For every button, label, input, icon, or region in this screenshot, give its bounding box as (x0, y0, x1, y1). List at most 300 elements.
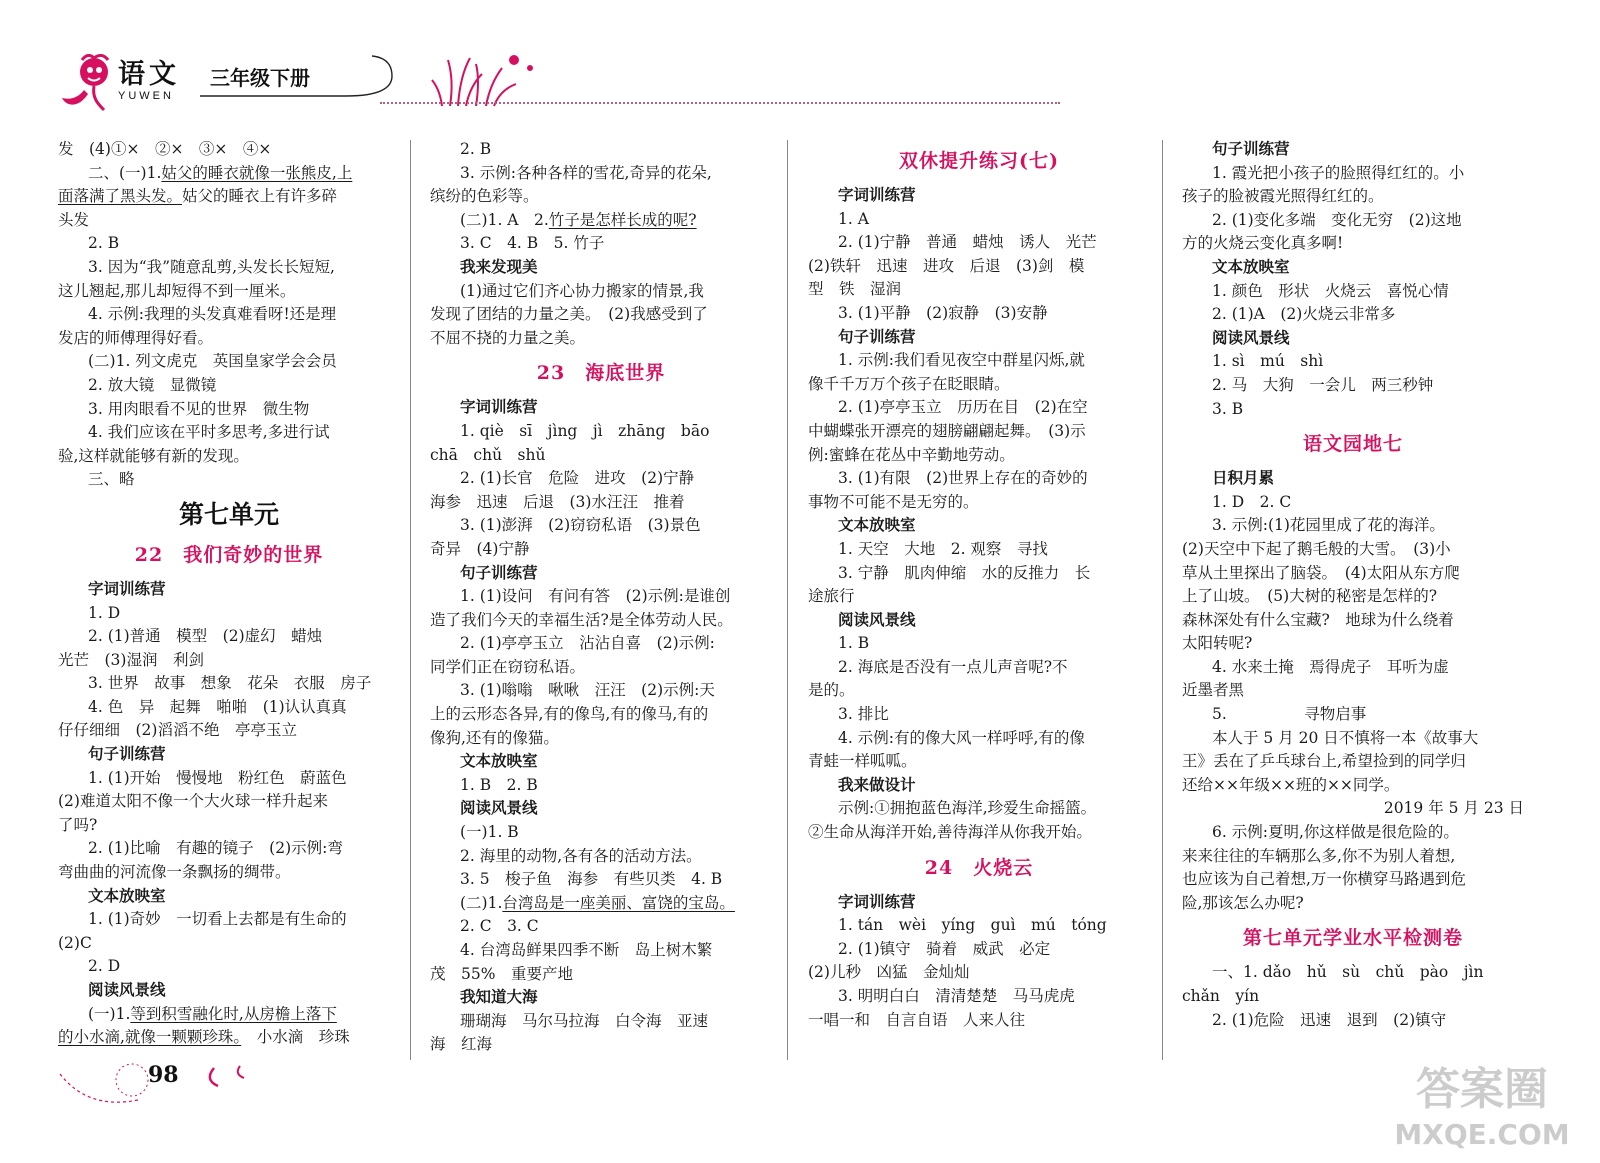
answer-text: 双休提升练习(七) (899, 150, 1059, 172)
answer-text: 1. D (88, 603, 121, 622)
answer-line (808, 396, 1150, 420)
answer-line (1182, 1009, 1524, 1033)
answer-text: 句子训练营 (88, 746, 166, 764)
answer-text: 森林深处有什么宝藏? 地球为什么绕着 (1182, 610, 1454, 629)
answer-line (808, 255, 1150, 279)
answer-line (808, 349, 1150, 373)
answer-text: 例:蜜蜂在花丛中辛勤地劳动。 (808, 445, 1015, 464)
answer-line (808, 679, 1150, 703)
answer-text: 3. 因为“我”随意乱剪,头发长长短短, (88, 257, 335, 276)
answer-line (58, 421, 400, 445)
answer-line (1182, 821, 1524, 845)
subsection-heading (808, 891, 1150, 915)
subsection-heading (58, 885, 400, 909)
answer-column-2 (430, 138, 772, 1057)
answer-line (430, 1033, 772, 1057)
answer-text: 文本放映室 (460, 753, 538, 771)
answer-line (430, 963, 772, 987)
subsection-heading (1182, 256, 1524, 280)
answer-text: 中蝴蝶张开漂亮的翅膀翩翩起舞。 (3)示 (808, 421, 1086, 440)
answer-text: 来来往往的车辆那么多,你不为别人着想, (1182, 846, 1456, 865)
answer-text: (1)通过它们齐心协力搬家的情景,我 (460, 281, 704, 300)
answer-text: chǎn yín (1182, 987, 1260, 1005)
answer-line (808, 961, 1150, 985)
answer-line (430, 703, 772, 727)
answer-line (808, 750, 1150, 774)
subsection-heading (430, 562, 772, 586)
answer-line (808, 585, 1150, 609)
subsection-heading (430, 750, 772, 774)
answer-line (1182, 162, 1524, 186)
answer-text: 句子训练营 (838, 328, 916, 346)
section-title (430, 358, 772, 388)
answer-line (1182, 679, 1524, 703)
answer-text: 4. 示例:有的像大风一样呼呼,有的像 (838, 728, 1085, 747)
answer-line (58, 209, 400, 233)
subsection-heading (808, 184, 1150, 208)
answer-line (808, 985, 1150, 1009)
answer-column-3 (808, 138, 1150, 1032)
section-title (1182, 429, 1524, 459)
answer-line (58, 1026, 400, 1050)
answer-text: 6. 示例:夏明,你这样做是很危险的。 (1212, 823, 1459, 842)
answer-line (1182, 209, 1524, 233)
answer-line (1182, 232, 1524, 256)
answer-text: 1. (1)奇妙 一切看上去都是有生命的 (88, 910, 347, 929)
answer-text: 草从土里探出了脑袋。 (4)太阳从东方爬 (1182, 563, 1460, 582)
answer-line (58, 908, 400, 932)
grass-decoration-icon (430, 50, 550, 108)
answer-text: 1. 天空 大地 2. 观察 寻找 (838, 539, 1048, 558)
answer-text: 光芒 (3)湿润 利剑 (58, 650, 204, 669)
answer-line (808, 821, 1150, 845)
answer-line (58, 162, 400, 186)
answer-text: 2. B (460, 140, 492, 158)
answer-text: 头发 (58, 210, 90, 229)
answer-text: 2. (1)危险 迅速 退到 (2)镇守 (1212, 1010, 1447, 1029)
underlined-answer: 面落满了黑头发。 (58, 187, 183, 206)
answer-text: 3. 示例:(1)花园里成了花的海洋。 (1212, 516, 1445, 535)
grade-label: 三年级下册 (210, 66, 310, 90)
subsection-heading (430, 396, 772, 420)
answer-text: 一唱一和 自言自语 人来人往 (808, 1010, 1026, 1029)
answer-text: 也应该为自己着想,万一你横穿马路遇到危 (1182, 870, 1466, 889)
answer-text: 1. tán wèi yíng guì mú tóng (838, 916, 1107, 935)
answer-line (808, 632, 1150, 656)
subsection-heading (58, 578, 400, 602)
unit-title (58, 498, 400, 532)
answer-line (430, 467, 772, 491)
answer-text: 不屈不挠的力量之美。 (430, 328, 586, 347)
answer-text: 青蛙一样呱呱。 (808, 752, 917, 771)
answer-line (1182, 774, 1524, 798)
subsection-heading (430, 256, 772, 280)
answer-column-1 (58, 138, 400, 1050)
answer-text: chā chǔ shǔ (430, 445, 546, 464)
answer-line (1182, 632, 1524, 656)
answer-text: 像千千万万个孩子在眨眼睛。 (808, 374, 1010, 393)
answer-line (58, 138, 400, 162)
answer-text: 三、略 (88, 470, 135, 489)
answer-line (1182, 750, 1524, 774)
answer-text: 2. (1)宁静 普通 蜡烛 诱人 光芒 (838, 233, 1097, 252)
subsection-heading (1182, 327, 1524, 351)
page-header (50, 50, 1060, 112)
answer-line (58, 602, 400, 626)
answer-line (58, 374, 400, 398)
subsection-heading (430, 986, 772, 1010)
answer-line (808, 727, 1150, 751)
answer-line (430, 209, 772, 233)
answer-line (58, 350, 400, 374)
answer-line (430, 138, 772, 162)
subsection-heading (430, 797, 772, 821)
header-dotted-rule (380, 102, 1060, 104)
answer-line (430, 327, 772, 351)
answer-text: 姑父的睡衣上有许多碎 (182, 187, 338, 206)
answer-text: 了吗? (58, 815, 98, 834)
answer-text: 23 海底世界 (536, 362, 666, 385)
underlined-answer: 姑父的睡衣就像一张熊皮,上 (161, 163, 353, 182)
subsection-heading (808, 609, 1150, 633)
answer-line (430, 774, 772, 798)
answer-text: 3. (1)澎湃 (2)窃窃私语 (3)景色 (460, 516, 701, 535)
answer-line (808, 208, 1150, 232)
answer-line (1182, 868, 1524, 892)
answer-line (808, 1009, 1150, 1033)
answer-line (58, 232, 400, 256)
answer-text: (2)C (58, 933, 92, 952)
subject-pinyin: YUWEN (118, 90, 174, 102)
answer-line (1182, 892, 1524, 916)
answer-text: 我来发现美 (460, 258, 538, 276)
answer-line (1182, 609, 1524, 633)
answer-line (808, 278, 1150, 302)
answer-line (808, 538, 1150, 562)
answer-line (430, 420, 772, 444)
answer-line (58, 256, 400, 280)
answer-text: 1. 霞光把小孩子的脸照得红红的。小 (1212, 163, 1465, 182)
answer-text: 我知道大海 (460, 989, 538, 1007)
column-divider (787, 140, 788, 1060)
answer-text: 1. sì mú shì (1212, 352, 1324, 371)
answer-text: 本人于 5 月 20 日不慎将一本《故事大 (1212, 728, 1479, 747)
subsection-heading (58, 979, 400, 1003)
answer-text: 2. (1)长官 危险 进攻 (2)宁静 (460, 469, 695, 488)
answer-text: 发现了团结的力量之美。 (2)我感受到了 (430, 305, 708, 324)
answer-line (808, 703, 1150, 727)
answer-text: 方的火烧云变化真多啊! (1182, 234, 1344, 253)
answer-text: 22 我们奇妙的世界 (134, 543, 324, 566)
page-number: 98 (148, 1062, 179, 1088)
answer-text: 险,那该怎么办呢? (1182, 893, 1304, 912)
answer-text: 2. (1)镇守 骑着 威武 必定 (838, 939, 1051, 958)
answer-line (808, 231, 1150, 255)
answer-line (58, 861, 400, 885)
answer-line (58, 696, 400, 720)
answer-line (430, 162, 772, 186)
answer-line (1182, 350, 1524, 374)
answer-text: 太阳转呢? (1182, 634, 1253, 653)
answer-line (58, 445, 400, 469)
answer-line (1182, 797, 1524, 821)
answer-text: 小水滴 珍珠 (241, 1028, 350, 1047)
answer-line (58, 303, 400, 327)
answer-line (58, 955, 400, 979)
answer-text: 海参 迅速 后退 (3)水汪汪 推着 (430, 492, 685, 511)
answer-text: 像狗,还有的像猫。 (430, 728, 559, 747)
answer-line (430, 679, 772, 703)
cartoon-flower-logo-icon (58, 54, 118, 112)
answer-line (58, 468, 400, 492)
answer-line (430, 185, 772, 209)
answer-line (1182, 703, 1524, 727)
answer-line (1182, 562, 1524, 586)
answer-text: 近墨者黑 (1182, 681, 1245, 700)
answer-text: 这儿翘起,那儿却短得不到一厘米。 (58, 281, 296, 300)
answer-text: 5. 寻物启事 (1212, 705, 1367, 724)
subsection-heading (808, 326, 1150, 350)
answer-line (808, 797, 1150, 821)
underlined-answer: 的小水滴,就像一颗颗珍珠。 (58, 1028, 242, 1047)
answer-text: 事物不可能不是无穷的。 (808, 492, 979, 511)
answer-text: 途旅行 (808, 587, 855, 606)
answer-text: 3. 明明白白 清清楚楚 马马虎虎 (838, 987, 1075, 1005)
answer-line (1182, 280, 1524, 304)
answer-text: 4. 台湾岛鲜果四季不断 岛上树木繁 (460, 941, 713, 959)
answer-text: 句子训练营 (1212, 141, 1290, 158)
answer-text: 发店的师傅理得好看。 (58, 328, 214, 347)
answer-line (808, 656, 1150, 680)
answer-text: 二、(一)1. (88, 163, 162, 182)
answer-text: 珊瑚海 马尔马拉海 白令海 亚速 (460, 1011, 709, 1030)
answer-line (430, 656, 772, 680)
answer-line (430, 1010, 772, 1034)
answer-text: 茂 55% 重要产地 (430, 964, 573, 983)
answer-line (808, 467, 1150, 491)
answer-line (430, 303, 772, 327)
answer-line (1182, 374, 1524, 398)
answer-line (58, 837, 400, 861)
answer-text: 3. (1)有限 (2)世界上存在的奇妙的 (838, 469, 1088, 488)
answer-line (808, 914, 1150, 938)
answer-text: 1. D 2. C (1212, 492, 1292, 511)
answer-line (58, 672, 400, 696)
answer-text: 2. 放大镜 显微镜 (88, 375, 217, 394)
answer-text: 第七单元学业水平检测卷 (1242, 927, 1463, 950)
answer-text: 海 红海 (430, 1035, 493, 1054)
answer-text: 同学们正在窃窃私语。 (430, 657, 586, 676)
watermark-text-1: 答案圈 (1416, 1064, 1548, 1115)
answer-text: 3. 世界 故事 想象 花朵 衣服 房子 (88, 674, 372, 693)
answer-line (1182, 985, 1524, 1009)
answer-text: 我来做设计 (838, 776, 916, 794)
answer-text: 缤纷的色彩等。 (430, 187, 539, 206)
answer-text: 2. 马 大狗 一会儿 两三秒钟 (1212, 375, 1434, 394)
answer-text: 阅读风景线 (460, 800, 538, 818)
answer-line (430, 868, 772, 892)
answer-line (58, 398, 400, 422)
answer-text: 3. (1)平静 (2)寂静 (3)安静 (838, 303, 1048, 322)
answer-text: 2. (1)普通 模型 (2)虚幻 蜡烛 (88, 627, 323, 646)
answer-text: ②生命从海洋开始,善待海洋从你我开始。 (808, 823, 1092, 842)
answer-line (808, 444, 1150, 468)
answer-text: (二)1. 列文虎克 英国皇家学会会员 (88, 352, 337, 371)
answer-line (1182, 961, 1524, 985)
answer-line (430, 632, 772, 656)
answer-text: 1. 示例:我们看见夜空中群星闪烁,就 (838, 351, 1085, 370)
underlined-answer: 台湾岛是一座美丽、富饶的宝岛。 (502, 893, 735, 912)
answer-line (430, 444, 772, 468)
answer-text: 1. (1)设问 有问有答 (2)示例:是谁创 (460, 587, 731, 606)
answer-line (58, 625, 400, 649)
answer-line (1182, 538, 1524, 562)
answer-text: 3. 5 梭子鱼 海参 有些贝类 4. B (460, 870, 723, 889)
answer-line (430, 491, 772, 515)
answer-text: 3. 用肉眼看不见的世界 微生物 (88, 399, 310, 418)
answer-text: 3. 排比 (838, 705, 889, 724)
answer-text: 3. 示例:各种各样的雪花,奇异的花朵, (460, 163, 712, 182)
answer-text: 字词训练营 (460, 399, 538, 417)
answer-text: (一)1. B (460, 823, 519, 842)
answer-text: (2)铁轩 迅速 进攻 后退 (3)剑 模 (808, 256, 1085, 275)
answer-text: 一、1. dǎo hǔ sù chǔ pào jìn (1212, 963, 1484, 982)
answer-line (430, 585, 772, 609)
answer-line (58, 719, 400, 743)
answer-line (430, 609, 772, 633)
answer-line (430, 538, 772, 562)
answer-line (430, 892, 772, 916)
answer-line (1182, 845, 1524, 869)
subsection-heading (58, 743, 400, 767)
answer-line (1182, 185, 1524, 209)
watermark-text-2: MXQE.COM (1394, 1118, 1570, 1151)
underlined-answer: 竹子是怎样长成的呢? (548, 210, 697, 229)
answer-line (430, 821, 772, 845)
answer-text: 1. B (838, 634, 870, 653)
answer-text: 1. 颜色 形状 火烧云 喜悦心情 (1212, 281, 1449, 300)
answer-text: 阅读风景线 (1212, 329, 1290, 347)
answer-text: 奇异 (4)宁静 (430, 539, 530, 558)
answer-text: (2)难道太阳不像一个大火球一样升起来 (58, 792, 328, 811)
answer-line (58, 280, 400, 304)
answer-text: 2. (1)变化多端 变化无穷 (2)这地 (1212, 210, 1462, 229)
answer-line (430, 939, 772, 963)
underlined-answer: 等到积雪融化时,从房檐上落下 (130, 1004, 337, 1023)
answer-text: 王》丢在了乒乓球台上,希望捡到的同学归 (1182, 752, 1466, 771)
answer-line (58, 767, 400, 791)
answer-text: 上的云形态各异,有的像鸟,有的像马,有的 (430, 705, 709, 724)
answer-line (58, 932, 400, 956)
answer-text: 2019 年 5 月 23 日 (1383, 799, 1524, 818)
answer-text: 文本放映室 (1212, 258, 1290, 276)
column-divider (1162, 140, 1163, 1060)
answer-column-4 (1182, 138, 1524, 1032)
answer-text: 1. qiè sī jìng jì zhāng bāo (460, 421, 710, 440)
answer-text: 4. 示例:我理的头发真难看呀!还是理 (88, 305, 337, 324)
answer-text: 2. (1)A (2)火烧云非常多 (1212, 305, 1396, 324)
section-title (58, 540, 400, 570)
section-title (808, 146, 1150, 176)
answer-text: 仔仔细细 (2)滔滔不绝 亭亭玉立 (58, 721, 297, 740)
answer-text: 阅读风景线 (838, 611, 916, 629)
answer-line (1182, 491, 1524, 515)
answer-line (430, 727, 772, 751)
subsection-heading (1182, 467, 1524, 491)
answer-text: 4. 水来土掩 焉得虎子 耳听为虚 (1212, 657, 1449, 676)
answer-text: 2. B (88, 234, 120, 253)
answer-line (58, 649, 400, 673)
answer-line (1182, 514, 1524, 538)
answer-text: 1. (1)开始 慢慢地 粉红色 蔚蓝色 (88, 768, 347, 787)
answer-text: 3. B (1212, 399, 1244, 418)
answer-text: (二)1. A 2. (460, 210, 549, 229)
answer-text: 1. A (838, 209, 869, 228)
answer-text: 孩子的脸被霞光照得红红的。 (1182, 187, 1384, 206)
answer-text: (二)1. (460, 893, 503, 912)
answer-text: 弯曲曲的河流像一条飘扬的绸带。 (58, 863, 291, 882)
section-title (1182, 923, 1524, 953)
answer-text: 示例:①拥抱蓝色海洋,珍爱生命摇篮。 (838, 799, 1097, 818)
subsection-heading (1182, 138, 1524, 162)
answer-line (808, 420, 1150, 444)
subsection-heading (808, 514, 1150, 538)
column-divider (410, 140, 411, 1060)
answer-text: 型 铁 湿润 (808, 280, 902, 299)
answer-text: 1. B 2. B (460, 775, 538, 794)
answer-text: 是的。 (808, 681, 855, 700)
answer-line (808, 938, 1150, 962)
answer-text: 字词训练营 (88, 580, 166, 598)
answer-text: 发 (4)①× ②× ③× ④× (58, 140, 272, 158)
answer-line (58, 790, 400, 814)
answer-text: 2. 海底是否没有一点儿声音呢?不 (838, 657, 1068, 676)
answer-text: 验,这样就能够有新的发现。 (58, 446, 249, 465)
subject-title: 语文 (118, 59, 180, 90)
answer-line (808, 302, 1150, 326)
answer-text: 上了山坡。 (5)大树的秘密是怎样的? (1182, 587, 1438, 606)
answer-text: 文本放映室 (88, 887, 166, 905)
answer-text: 2. D (88, 957, 121, 976)
answer-text: 2. (1)亭亭玉立 历历在目 (2)在空 (838, 398, 1088, 417)
answer-line (1182, 585, 1524, 609)
answer-line (430, 915, 772, 939)
answer-line (58, 327, 400, 351)
answer-text: 句子训练营 (460, 564, 538, 582)
answer-line (430, 232, 772, 256)
answer-text: 第七单元 (178, 499, 279, 529)
answer-text: (2)儿秒 凶猛 金灿灿 (808, 963, 970, 982)
answer-line (430, 845, 772, 869)
answer-text: 3. C 4. B 5. 竹子 (460, 234, 605, 253)
answer-text: 2. (1)亭亭玉立 沾沾自喜 (2)示例: (460, 634, 715, 653)
answer-line (1182, 303, 1524, 327)
answer-text: 24 火烧云 (924, 856, 1034, 879)
answer-line (1182, 727, 1524, 751)
answer-line (1182, 398, 1524, 422)
answer-line (430, 280, 772, 304)
answer-text: 2. C 3. C (460, 917, 539, 936)
answer-text: 4. 我们应该在平时多思考,多进行试 (88, 423, 330, 442)
answer-text: 阅读风景线 (88, 982, 166, 999)
answer-text: 2. (1)比喻 有趣的镜子 (2)示例:弯 (88, 839, 343, 858)
section-title (808, 853, 1150, 883)
watermark-logo (1388, 1052, 1576, 1152)
answer-line (58, 185, 400, 209)
answer-line (58, 1003, 400, 1027)
answer-line (430, 514, 772, 538)
answer-text: 字词训练营 (838, 187, 916, 204)
